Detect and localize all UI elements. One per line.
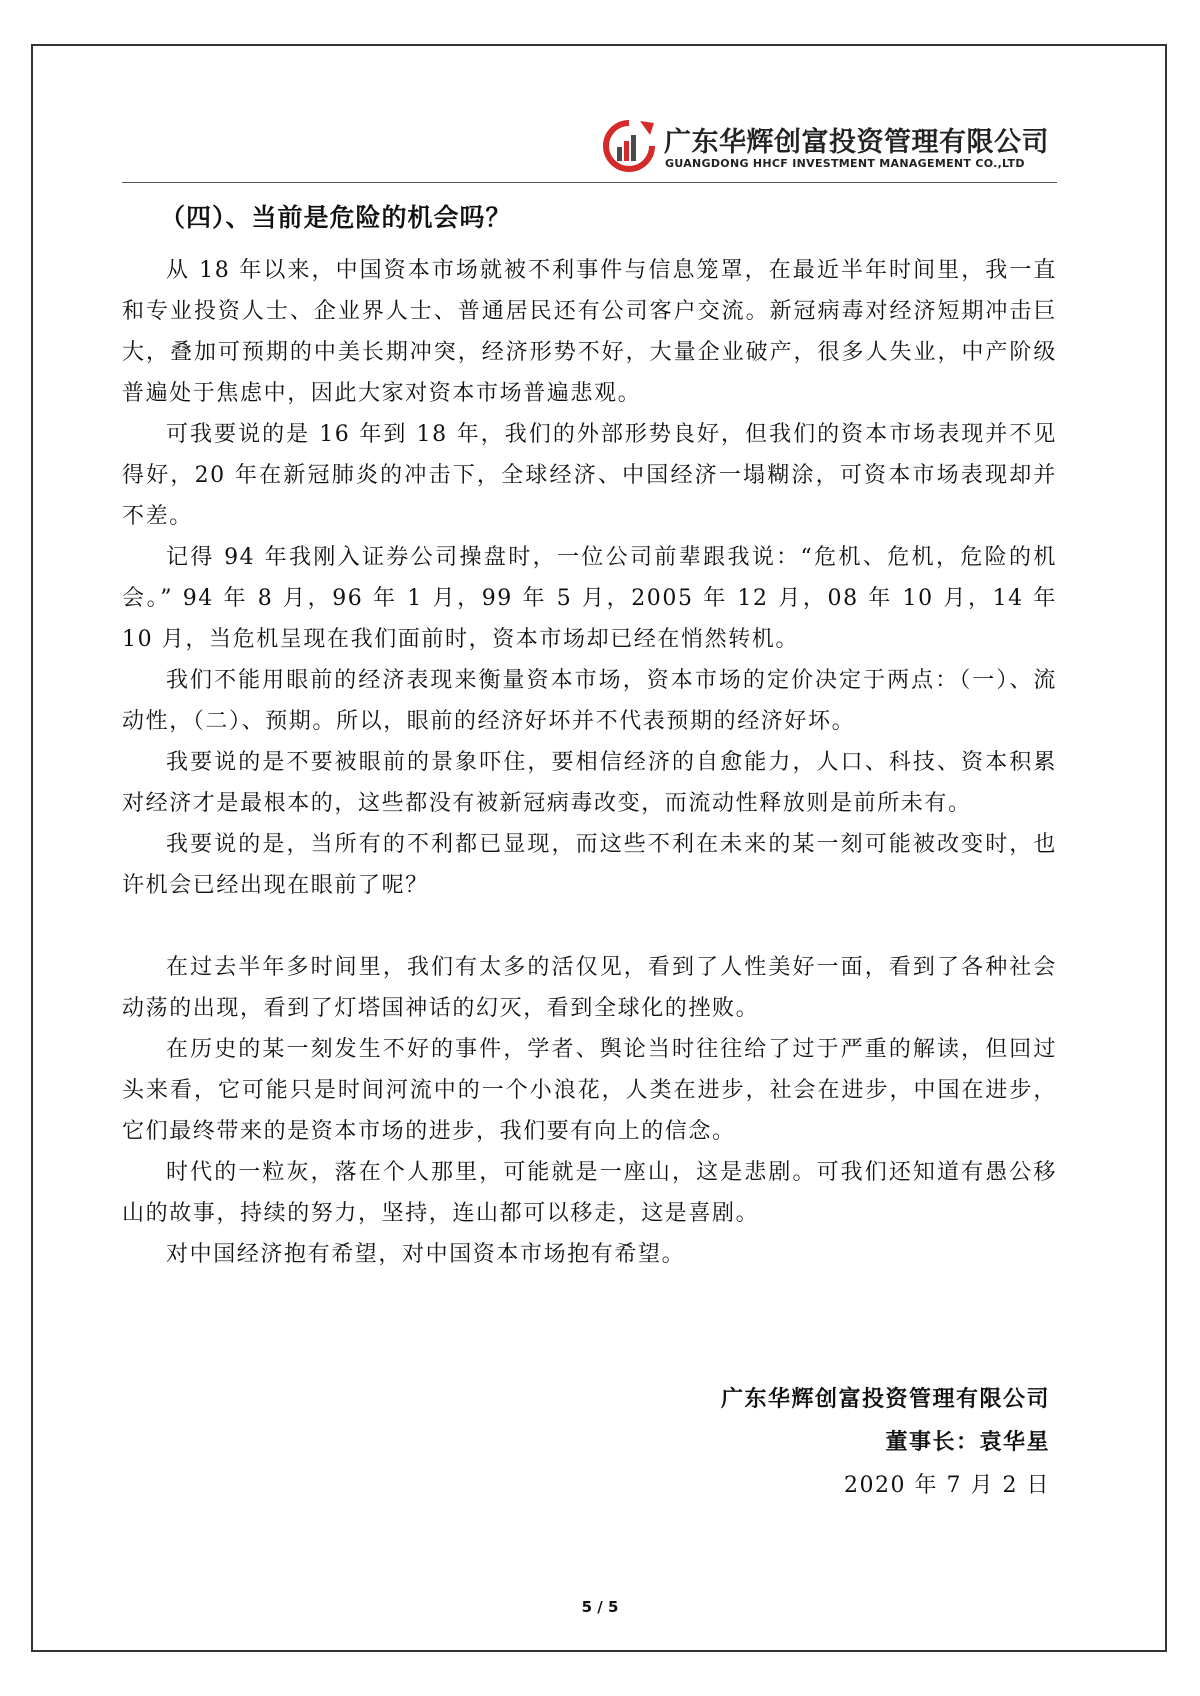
paragraph: 在历史的某一刻发生不好的事件，学者、舆论当时往往给了过于严重的解读，但回过头来看，它可能只是时间河流中的一个小浪花，人类在进步，社会在进步，中国在进步，它们最终带来的是资本市场的进步，我们要有向上的信念。	[122, 1037, 1057, 1144]
company-name-cn: 广东华辉创富投资管理有限公司	[664, 127, 1049, 158]
paragraph: 我们不能用眼前的经济表现来衡量资本市场，资本市场的定价决定于两点：（一）、流动性，（二）、预期。所以，眼前的经济好坏并不代表预期的经济好坏。	[122, 668, 1057, 734]
signature-date: 2020 年 7 月 2 日	[844, 1473, 1050, 1498]
company-name-en: GUANGDONG HHCF INVESTMENT MANAGEMENT CO.,LTD	[665, 157, 1025, 170]
section-title: （四）、当前是危险的机会吗？	[160, 203, 512, 232]
paragraph: 记得 94 年我刚入证券公司操盘时，一位公司前辈跟我说：“危机、危机，危险的机会。” 94 年 8 月，96 年 1 月，99 年 5 月，2005 年 12 月，08 年 10 月，14 年 10 月，当危机呈现在我们面前时，资本市场却已经在悄然转机。	[122, 545, 1057, 652]
paragraph-gap	[122, 906, 1057, 947]
paragraph: 从 18 年以来，中国资本市场就被不利事件与信息笼罩，在最近半年时间里，我一直和专业投资人士、企业界人士、普通居民还有公司客户交流。新冠病毒对经济短期冲击巨大，叠加可预期的中美长期冲突，经济形势不好，大量企业破产，很多人失业，中产阶级普遍处于焦虑中，因此大家对资本市场普遍悲观。	[122, 258, 1057, 406]
paragraph: 我要说的是，当所有的不利都已显现，而这些不利在未来的某一刻可能被改变时，也许机会已经出现在眼前了呢？	[122, 832, 1057, 898]
paragraph: 可我要说的是 16 年到 18 年，我们的外部形势良好，但我们的资本市场表现并不见得好，20 年在新冠肺炎的冲击下，全球经济、中国经济一塌糊涂，可资本市场表现却并不差。	[122, 422, 1057, 529]
letterhead	[600, 117, 1060, 177]
paragraph: 我要说的是不要被眼前的景象吓住，要相信经济的自愈能力，人口、科技、资本积累对经济才是最根本的，这些都没有被新冠病毒改变，而流动性释放则是前所未有。	[122, 750, 1057, 816]
company-logo-icon	[600, 117, 658, 175]
paragraph: 时代的一粒灰，落在个人那里，可能就是一座山，这是悲剧。可我们还知道有愚公移山的故事，持续的努力，坚持，连山都可以移走，这是喜剧。	[122, 1160, 1057, 1226]
signature-chairman: 董事长：袁华星	[885, 1430, 1050, 1455]
signature-company: 广东华辉创富投资管理有限公司	[720, 1387, 1050, 1412]
letter-body	[122, 198, 1057, 1275]
paragraph: 对中国经济抱有希望，对中国资本市场抱有希望。	[166, 1242, 686, 1267]
paragraph: 在过去半年多时间里，我们有太多的活仅见，看到了人性美好一面，看到了各种社会动荡的出现，看到了灯塔国神话的幻灭，看到全球化的挫败。	[122, 955, 1057, 1021]
signature-block	[721, 1378, 1050, 1507]
page-number: 5 / 5	[581, 1598, 619, 1616]
header-divider	[122, 182, 1057, 183]
